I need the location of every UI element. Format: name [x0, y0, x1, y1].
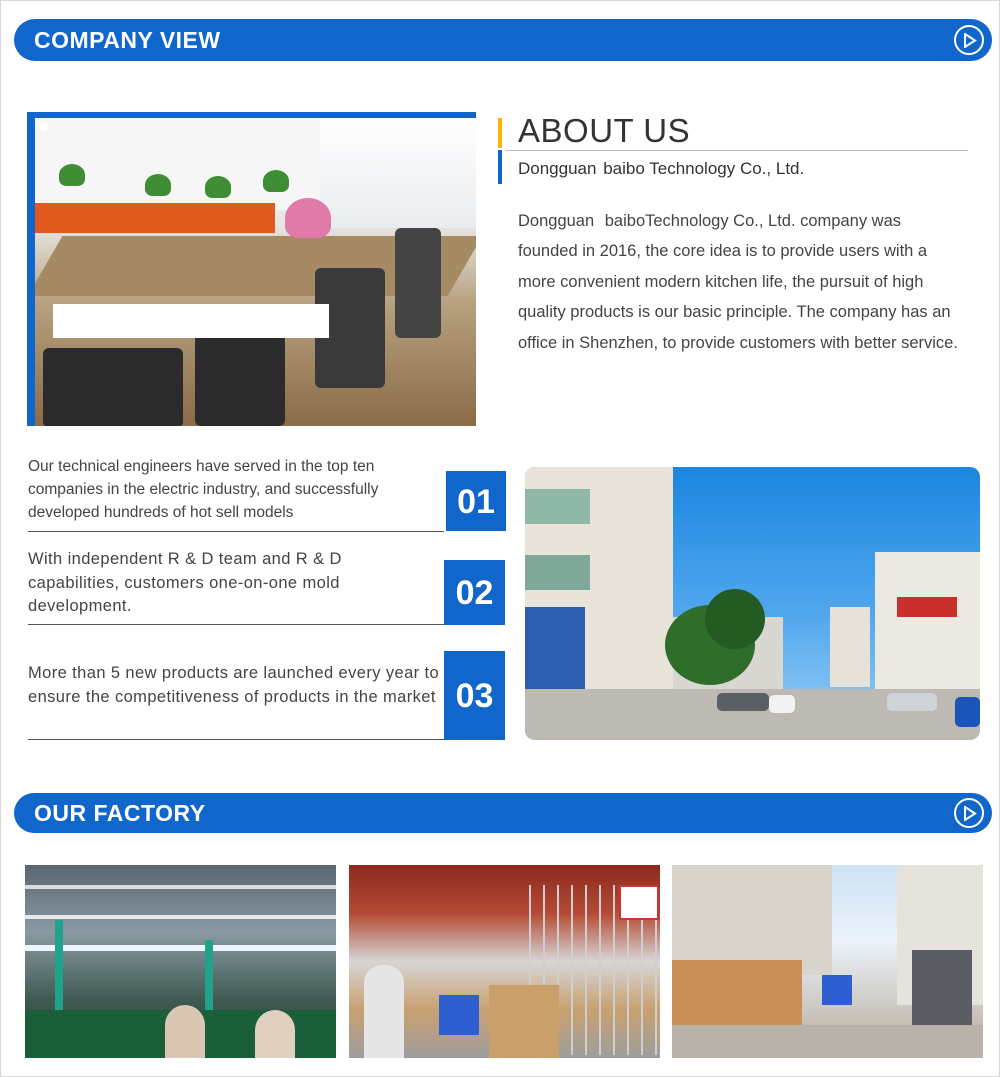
subtitle-suffix: Technology Co., Ltd. [649, 159, 805, 178]
play-circle-icon[interactable] [954, 798, 984, 828]
feature-text-1: Our technical engineers have served in the top ten companies in the electric industry, and successfully developed hundreds of hot sell models [28, 458, 379, 521]
sign [619, 885, 659, 920]
feature-number-3: 03 [444, 651, 505, 740]
about-description [518, 206, 958, 358]
factory-workshop-photo [25, 865, 336, 1058]
truck [912, 950, 972, 1025]
truck [822, 975, 852, 1005]
body-rest: Technology Co., Ltd. company was founded in 2016, the core idea is to provide users with a more convenient modern kitchen life, the pursuit of high quality products is our basic principle. The company has an office in Shenzhen, to provide customers with better service. [518, 212, 958, 352]
our-factory-banner [14, 793, 992, 833]
feature-text-2: With independent R & D team and R & D capabilities, customers one-on-one mold development. [28, 550, 342, 615]
feature-number-1: 01 [446, 471, 506, 531]
office-scene [35, 118, 476, 426]
factory-warehouse-photo [349, 865, 660, 1058]
worker [165, 1005, 205, 1058]
body-prefix: Dongguan [518, 212, 595, 230]
factory-exterior-photo [525, 467, 980, 740]
about-divider [506, 150, 968, 151]
feature-number-2: 02 [444, 560, 505, 625]
caption-placeholder [53, 304, 329, 338]
building [875, 552, 980, 712]
subtitle-brand: baibo [603, 159, 645, 178]
body-brand: baibo [604, 212, 646, 230]
about-title: ABOUT US [518, 112, 691, 149]
building [672, 865, 832, 975]
worker [255, 1010, 295, 1058]
about-subtitle [518, 159, 804, 179]
factory-loading-photo [672, 865, 983, 1058]
feature-divider [28, 739, 444, 740]
subtitle-prefix: Dongguan [518, 159, 597, 178]
office-photo [27, 112, 476, 426]
road [672, 1025, 983, 1058]
company-view-banner [14, 19, 992, 61]
company-view-title: COMPANY VIEW [34, 27, 221, 53]
feature-text-3: More than 5 new products are launched every year to ensure the competitiveness of products in the market [28, 664, 440, 706]
carton-box [489, 985, 559, 1058]
reception-counter [35, 203, 275, 233]
dot-icon [39, 122, 48, 131]
flower-icon [285, 198, 331, 238]
feature-divider [28, 624, 444, 625]
our-factory-title: OUR FACTORY [34, 800, 206, 826]
about-accent-blue [498, 150, 502, 184]
feature-divider [28, 531, 444, 532]
worker [364, 965, 404, 1058]
about-accent-yellow [498, 118, 502, 148]
play-circle-icon[interactable] [954, 25, 984, 55]
